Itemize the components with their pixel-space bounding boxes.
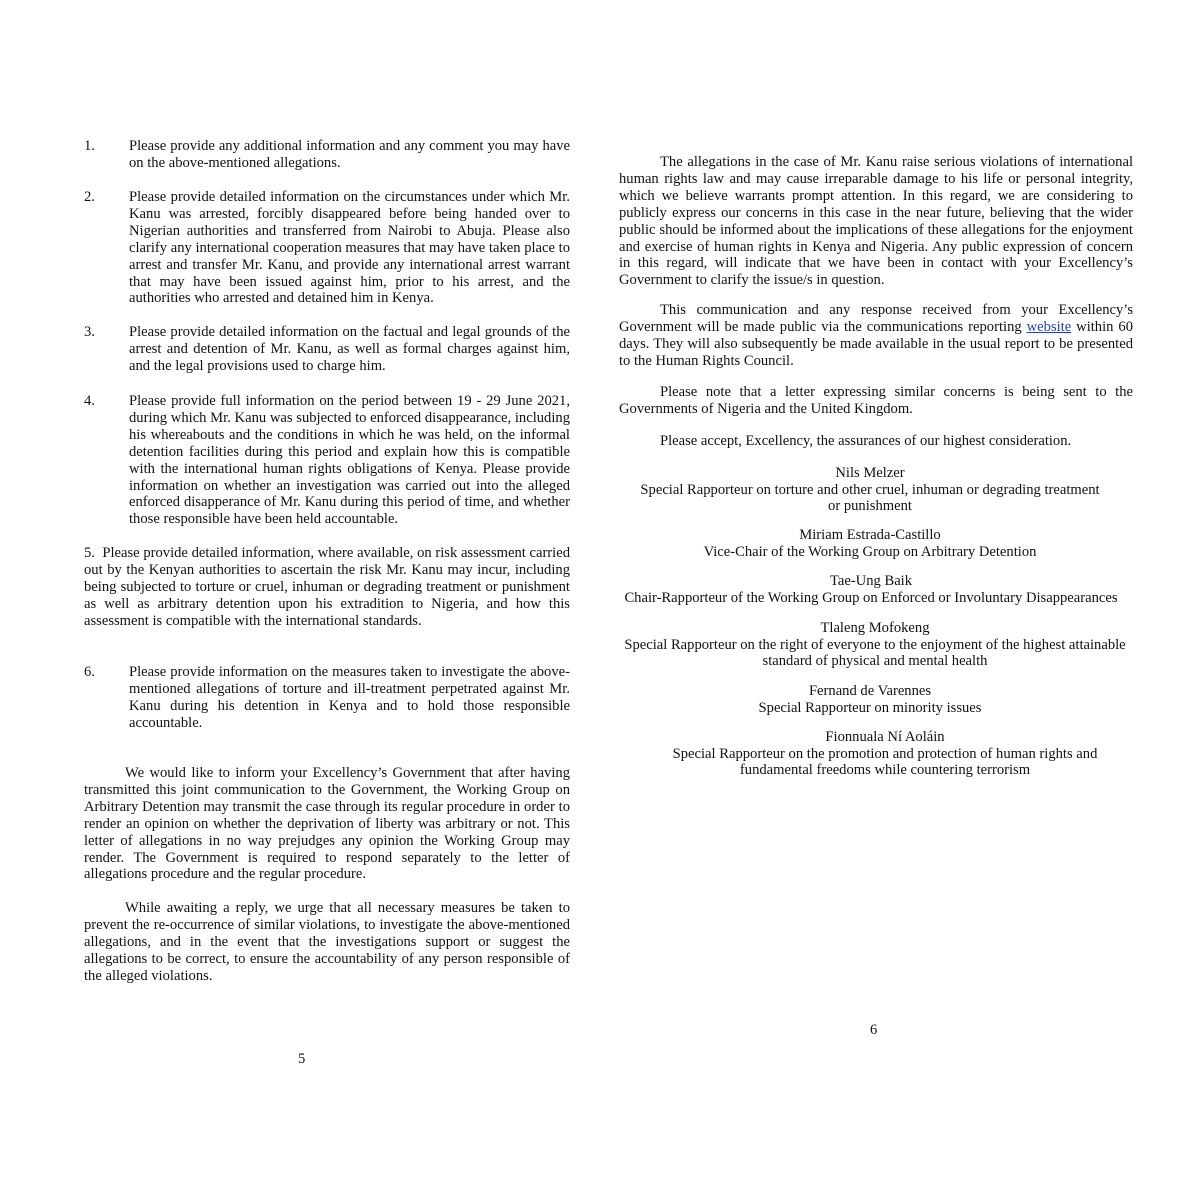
page-number: 5: [298, 1051, 306, 1067]
body-paragraph: We would like to inform your Excellency’s Government that after having transmitted this joint communication to the Government, the Working Group on Arbitrary Detention may transmit the case through its regular procedure in order to render an opinion on whether the deprivation of liberty was arbitrary or not. This letter of allegations in no way prejudges any opinion the Working Group may render. The Government is required to respond separately to the letter of allegations procedure and the regular procedure.: [84, 765, 570, 883]
list-item: [84, 138, 570, 172]
signatory: [600, 465, 1140, 515]
item-number: 6.: [84, 664, 95, 680]
item-number: 5.: [84, 545, 95, 561]
signatory-title: Chair-Rapporteur of the Working Group on Enforced or Involuntary Disappearances: [624, 589, 1118, 606]
list-item: [84, 393, 570, 528]
signatory: [635, 729, 1135, 779]
signatory-name: Fionnuala Ní Aoláin: [825, 729, 945, 745]
signatory-name: Tae-Ung Baik: [829, 573, 913, 589]
item-text: 5. Please provide detailed information, where available, on risk assessment carried out by the Kenyan authorities to ascertain the risk Mr. Kanu may incur, including being subjected to torture or cruel, inhuman or degrading treatment or punishment as well as arbitrary detention upon his extradition to Nigeria, and how this assessment is compatible with the international standards.: [84, 545, 570, 629]
body-paragraph: The allegations in the case of Mr. Kanu raise serious violations of international human rights law and may cause irreparable damage to his life or personal integrity, which we believe warrants prompt attention. In this regard, we are considering to publicly express our concerns in this case in the near future, believing that the wider public should be informed about the implications of these allegations for the enjoyment and exercise of human rights in Kenya and Nigeria. Any public expression of concern in this regard, will indicate that we have been in contact with your Excellency’s Government to clarify the issue/s in question.: [619, 154, 1133, 289]
item-text: Please provide full information on the period between 19 - 29 June 2021, during which Mr. Kanu was subjected to enforced disappearance, including his whereabouts and the conditions in which he was held, on the informal detention facilities during this period and explain how this is compatible with the international human rights obligations of Kenya. Please provide information on whether an investigation was carried out into the alleged enforced disapperance of Mr. Kanu during this period of time, and whether those responsible have been held accountable.: [129, 393, 570, 528]
list-item: [84, 545, 570, 630]
signatory-name: Fernand de Varennes: [808, 683, 932, 699]
signatory-title: Special Rapporteur on torture and other cruel, inhuman or degrading treatment or punishment: [640, 481, 1100, 515]
item-text: Please provide any additional information and any comment you may have on the above-mentioned allegations.: [129, 138, 570, 171]
closing-line: Please accept, Excellency, the assurances of our highest consideration.: [660, 433, 1072, 449]
signatory-name: Tlaleng Mofokeng: [820, 620, 930, 636]
signatory-title: Special Rapporteur on the promotion and protection of human rights and fundamental freedoms while countering terrorism: [672, 745, 1098, 779]
signatory: [600, 620, 1150, 670]
signatory-title: Special Rapporteur on minority issues: [758, 699, 982, 716]
signatory-title: Vice-Chair of the Working Group on Arbitrary Detention: [703, 543, 1037, 560]
item-number: 4.: [84, 393, 95, 409]
list-item: [84, 189, 570, 307]
item-text: Please provide detailed information on the circumstances under which Mr. Kanu was arrested, forcibly disappeared before being handed over to Nigerian authorities and transferred from Nairobi to Abuja. Please also clarify any international cooperation measures that may have taken place to arrest and transfer Mr. Kanu, and provide any international arrest warrant that may have been issued against him, prior to his arrest, and the authorities who arrested and detained him in Kenya.: [129, 189, 570, 307]
signatory-title: Special Rapporteur on the right of everyone to the enjoyment of the highest attainable standard of physical and mental health: [624, 636, 1126, 670]
body-paragraph: This communication and any response received from your Excellency’s Government will be made public via the communications reporting website within 60 days. They will also subsequently be made available in the usual report to be presented to the Human Rights Council.: [619, 302, 1133, 369]
page-number: 6: [870, 1022, 878, 1038]
signatory: [600, 527, 1140, 560]
signatory-name: Nils Melzer: [835, 465, 905, 481]
item-number: 2.: [84, 189, 95, 205]
list-item: [84, 664, 570, 732]
body-paragraph: While awaiting a reply, we urge that all necessary measures be taken to prevent the re-occurrence of similar violations, to investigate the above-mentioned allegations, and in the event that the investigations support or suggest the allegations to be correct, to ensure the accountability of any person responsible of the alleged violations.: [84, 900, 570, 984]
item-number: 3.: [84, 324, 95, 340]
website-link[interactable]: website: [1026, 318, 1072, 335]
signatory: [600, 683, 1140, 716]
signatory: [595, 573, 1147, 606]
item-text: Please provide detailed information on the factual and legal grounds of the arrest and detention of Mr. Kanu, as well as formal charges against him, and the legal provisions used to charge him.: [129, 324, 570, 374]
signatory-name: Miriam Estrada-Castillo: [799, 527, 941, 543]
body-paragraph: Please note that a letter expressing similar concerns is being sent to the Governments of Nigeria and the United Kingdom.: [619, 384, 1133, 417]
item-text: Please provide information on the measures taken to investigate the above-mentioned allegations of torture and ill-treatment perpetrated against Mr. Kanu during his detention in Kenya and to hold those responsible accountable.: [129, 664, 570, 731]
list-item: [84, 324, 570, 375]
item-number: 1.: [84, 138, 95, 154]
